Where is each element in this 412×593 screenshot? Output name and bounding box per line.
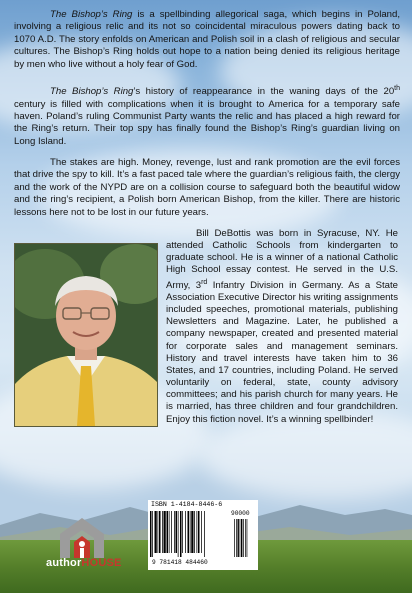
bio-text: Bill DeBottis was born in Syracuse, NY. He attended Catholic Schools from kindergarten to graduate school. He is a winner of a national Catholic High School essay contest. He served in the U.S. Army, 3 <box>166 228 398 291</box>
barcode-bar <box>204 511 205 557</box>
publisher-name <box>46 557 122 569</box>
book-title: The Bishop’s Ring <box>50 86 134 98</box>
synopsis-paragraph-2 <box>14 83 400 148</box>
barcode-bar <box>155 511 157 553</box>
paragraph-text: century is filled with complications when it is brought to America for a temporary safe haven. Poland’s ruling Communist Party wants the relic and has placed a high reward for the Ring’s return. Their top spy has finally found the Bishop’s Ring’s guardian living on Long Island. <box>14 98 400 147</box>
price-barcode-bar <box>247 519 248 557</box>
price-barcode-bar <box>234 519 235 557</box>
barcode-bar <box>190 511 191 553</box>
barcode-bar <box>174 511 175 553</box>
authorhouse-logo-icon <box>52 512 112 558</box>
barcode-bar <box>167 511 169 553</box>
barcode-bar <box>164 511 166 553</box>
barcode-bar <box>180 511 182 557</box>
barcode-bars <box>150 511 256 557</box>
synopsis-paragraph-1 <box>14 9 400 71</box>
barcode-bar <box>197 511 198 553</box>
publisher-name-part2: HOUSE <box>81 557 122 569</box>
superscript: th <box>394 85 400 92</box>
price-barcode-bar <box>243 519 244 557</box>
barcode-bar <box>185 511 186 553</box>
synopsis-paragraph-3 <box>14 157 400 219</box>
barcode-bar <box>198 511 200 553</box>
publisher-name-part1: author <box>46 557 82 569</box>
barcode-bar <box>159 511 161 553</box>
barcode-bar <box>150 511 152 557</box>
price-barcode-bar <box>238 519 239 557</box>
isbn-barcode <box>148 500 258 570</box>
barcode-bar <box>169 511 170 553</box>
superscript: rd <box>201 278 208 286</box>
barcode-bar <box>171 511 172 553</box>
barcode-bar <box>158 511 159 553</box>
paragraph-text: is a spellbinding allegorical saga, which begins in Poland, involving a religious relic and its not so coincidental miraculous powers dating back to 1070 A.D. The story enfolds on American and Polish soil in a clash of religious and secular cultures. The Bishop’s Ring holds out hope to a nation being denied its religious heritage by men who live without a holy fear of God. <box>14 9 400 70</box>
paragraph-text: ’s history of reappearance in the waning days of the 20 <box>133 86 395 98</box>
price-barcode-bar <box>245 519 246 557</box>
barcode-bar <box>178 511 179 557</box>
barcode-number: 9 781418 484460 <box>152 559 208 566</box>
barcode-bar <box>191 511 193 553</box>
isbn-number: ISBN 1-4184-8446-6 <box>151 501 223 508</box>
barcode-bar <box>194 511 195 553</box>
price-code: 90000 <box>231 510 250 517</box>
barcode-bar <box>176 511 178 553</box>
book-title: The Bishop’s Ring <box>50 9 133 20</box>
barcode-bar <box>162 511 163 553</box>
price-barcode-bar <box>240 519 241 557</box>
bio-text: Infantry Division in Germany. As a State Association Executive Director his writing assignments included speeches, promotional materials, publishing Newsletters and Magazine. Later, he published a company newspaper, created and presented material for corporate sales and management seminars. History and travel interests have taken him to 36 States, and 17 countries, including Poland. He served voluntarily on federal, state, county advisory committees; and his parish church for many years. He is married, has three children and four grandchildren. Enjoy this fiction novel. It’s a winning spellbinder! <box>166 279 398 425</box>
author-photo <box>14 243 158 427</box>
barcode-bar <box>188 511 190 553</box>
author-bio <box>166 228 398 426</box>
author-portrait-illustration <box>15 244 157 426</box>
barcode-bar <box>201 511 202 553</box>
price-barcode-bar <box>236 519 237 557</box>
paragraph-text: The stakes are high. Money, revenge, lust and rank promotion are the evil forces that drive the spy to kill. It’s a fast paced tale where the guardian’s religious faith, the clergy and the work of the NYPD are on a collision course to safeguard both the beautiful widow and the ring’s recipient, a Polish born American Bishop, from the killer. There are historic lessons here not to be lost in our future years. <box>14 157 400 218</box>
price-barcode-bar <box>241 519 242 557</box>
barcode-bar <box>152 511 153 557</box>
barcode-bar <box>182 511 183 553</box>
